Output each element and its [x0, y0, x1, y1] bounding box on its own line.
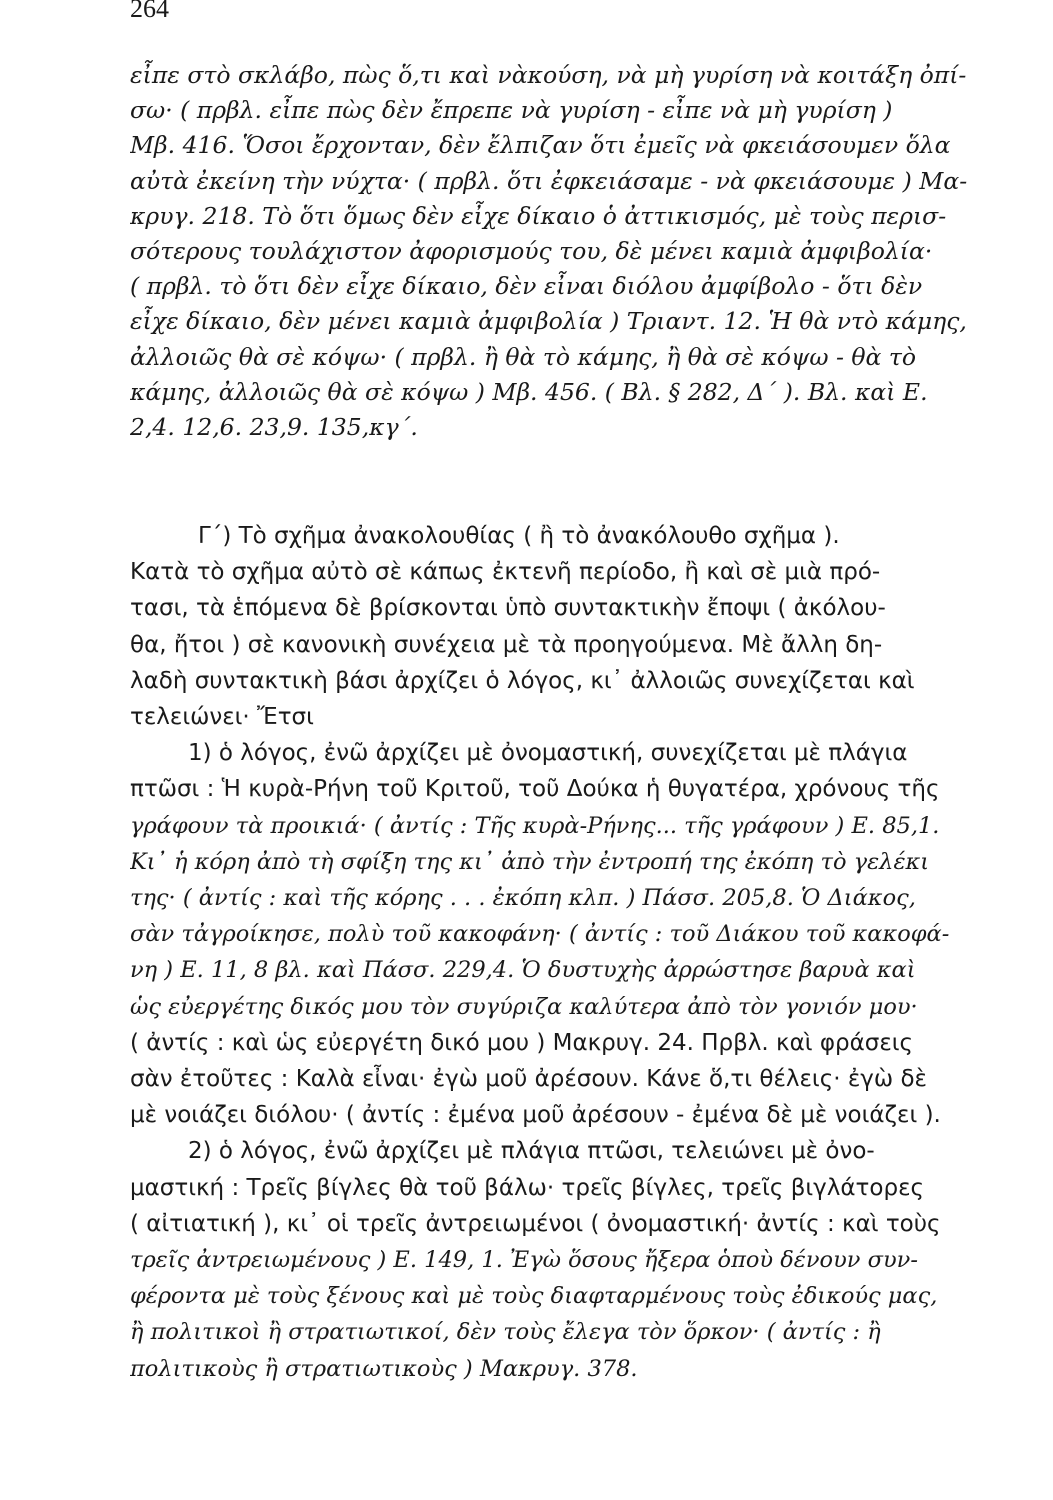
text-line: κρυγ. 218. Τὸ ὅτι ὅμως δὲν εἶχε δίκαιο ὁ ἀττικισμός, μὲ τοὺς περισ-: [130, 201, 947, 230]
text-line: σω· ( πρβλ. εἶπε πὼς δὲν ἔπρεπε νὰ γυρίση - εἶπε νὰ μὴ γυρίση ): [130, 96, 893, 125]
page-number: 264: [130, 0, 169, 23]
text-line: 2) ὁ λόγος, ἐνῶ ἀρχίζει μὲ πλάγια πτῶσι, τελειώνει μὲ ὀνο-: [188, 1138, 875, 1165]
text-line: Μβ. 416. Ὅσοι ἔρχονταν, δὲν ἔλπιζαν ὅτι ἐμεῖς νὰ φκειάσουμεν ὅλα: [130, 131, 951, 160]
example-line: γράφουν τὰ προικιά· ( ἀντίς : Τῆς κυρὰ-Ρήνης... τῆς γράφουν ) Ε. 85,1.: [130, 812, 940, 839]
text-line: Κατὰ τὸ σχῆμα αὐτὸ σὲ κάπως ἐκτενῆ περίοδο, ἢ καὶ σὲ μιὰ πρό-: [130, 559, 881, 586]
text-line: θα, ἤτοι ) σὲ κανονικὴ συνέχεια μὲ τὰ προηγούμενα. Μὲ ἄλλη δη-: [130, 631, 883, 658]
example-line: της· ( ἀντίς : καὶ τῆς κόρης . . . ἐκόπη κλπ. ) Πάσσ. 205,8. Ὁ Διάκος,: [130, 885, 916, 912]
text-line: 2,4. 12,6. 23,9. 135,κγ΄.: [130, 413, 418, 442]
text-line: κάμης, ἀλλοιῶς θὰ σὲ κόψω ) Μβ. 456. ( Βλ. § 282, Δ΄ ). Βλ. καὶ Ε.: [130, 377, 928, 406]
example-line: πολιτικοὺς ἢ στρατιωτικοὺς ) Μακρυγ. 378.: [130, 1355, 638, 1382]
example-line: νη ) Ε. 11, 8 βλ. καὶ Πάσσ. 229,4. Ὁ δυστυχὴς ἀρρώστησε βαρυὰ καὶ: [130, 957, 916, 984]
section-heading: Γ΄) Τὸ σχῆμα ἀνακολουθίας ( ἢ τὸ ἀνακόλουθο σχῆμα ).: [198, 523, 840, 549]
example-line: ἢ πολιτικοὶ ἢ στρατιωτικοί, δὲν τοὺς ἔλεγα τὸν ὅρκον· ( ἀντίς : ἢ: [130, 1319, 881, 1346]
example-line: σὰν τἀγροίκησε, πολὺ τοῦ κακοφάνη· ( ἀντίς : τοῦ Διάκου τοῦ κακοφά-: [130, 921, 950, 948]
text-line: τασι, τὰ ἑπόμενα δὲ βρίσκονται ὑπὸ συντακτικὴν ἔποψι ( ἀκόλου-: [130, 595, 886, 622]
example-line: τρεῖς ἀντρειωμένους ) Ε. 149, 1. Ἐγὼ ὅσους ἤξερα ὁποὺ δένουν συν-: [130, 1247, 918, 1274]
text-line: τελειώνει· Ἔτσι: [130, 704, 314, 731]
section-anakolouthia: [130, 518, 990, 1387]
text-line: ( ἀντίς : καὶ ὡς εὐεργέτη δικό μου ) Μακρυγ. 24. Πρβλ. καὶ φράσεις: [130, 1029, 914, 1056]
text-line: ἀλλοιῶς θὰ σὲ κόψω· ( πρβλ. ἢ θὰ τὸ κάμης, ἢ θὰ σὲ κόψω - θὰ τὸ: [130, 342, 917, 371]
first-paragraph: [130, 58, 990, 445]
text-line: λαδὴ συντακτικὴ βάσι ἀρχίζει ὁ λόγος, κι᾿ ἀλλοιῶς συνεχίζεται καὶ: [130, 667, 915, 694]
text-line: αὐτὰ ἐκείνη τὴν νύχτα· ( πρβλ. ὅτι ἐφκειάσαμε - νὰ φκειάσουμε ) Μα-: [130, 166, 968, 195]
text-line: ( αἰτιατική ), κι᾿ οἱ τρεῖς ἀντρειωμένοι ( ὀνομαστική· ἀντίς : καὶ τοὺς: [130, 1210, 941, 1237]
example-line: Κι᾿ ἡ κόρη ἀπὸ τὴ σφίξη της κι᾿ ἀπὸ τὴν ἐντροπή της ἐκόπη τὸ γελέκι: [130, 848, 930, 875]
text-line: σὰν ἐτοῦτες : Καλὰ εἶναι· ἐγὼ μοῦ ἀρέσουν. Κάνε ὅ,τι θέλεις· ἐγὼ δὲ: [130, 1066, 927, 1093]
text-line: ( πρβλ. τὸ ὅτι δὲν εἶχε δίκαιο, δὲν εἶναι διόλου ἀμφίβολο - ὅτι δὲν: [130, 272, 923, 301]
text-line: εἶχε δίκαιο, δὲν μένει καμιὰ ἀμφιβολία ) Τριαντ. 12. Ἡ θὰ ντὸ κάμης,: [130, 307, 967, 336]
text-line: σότερους τουλάχιστον ἀφορισμούς του, δὲ μένει καμιὰ ἀμφιβολία·: [130, 237, 933, 266]
example-line: ὡς εὐεργέτης δικός μου τὸν συγύριζα καλύτερα ἀπὸ τὸν γονιόν μου·: [130, 993, 918, 1020]
example-line: φέροντα μὲ τοὺς ξένους καὶ μὲ τοὺς διαφταρμένους τοὺς ἐδικούς μας,: [130, 1283, 938, 1310]
text-line: πτῶσι : Ἡ κυρὰ-Ρήνη τοῦ Κριτοῦ, τοῦ Δούκα ἡ θυγατέρα, χρόνους τῆς: [130, 776, 940, 803]
text-line: μαστική : Τρεῖς βίγλες θὰ τοῦ βάλω· τρεῖς βίγλες, τρεῖς βιγλάτορες: [130, 1174, 924, 1201]
text-line: 1) ὁ λόγος, ἐνῶ ἀρχίζει μὲ ὀνομαστική, συνεχίζεται μὲ πλάγια: [188, 740, 908, 767]
text-line: μὲ νοιάζει διόλου· ( ἀντίς : ἐμένα μοῦ ἀρέσουν - ἐμένα δὲ μὲ νοιάζει ).: [130, 1102, 941, 1129]
text-line: εἶπε στὸ σκλάβο, πὼς ὅ,τι καὶ νὰκούση, νὰ μὴ γυρίση νὰ κοιτάξη ὀπί-: [130, 61, 967, 89]
